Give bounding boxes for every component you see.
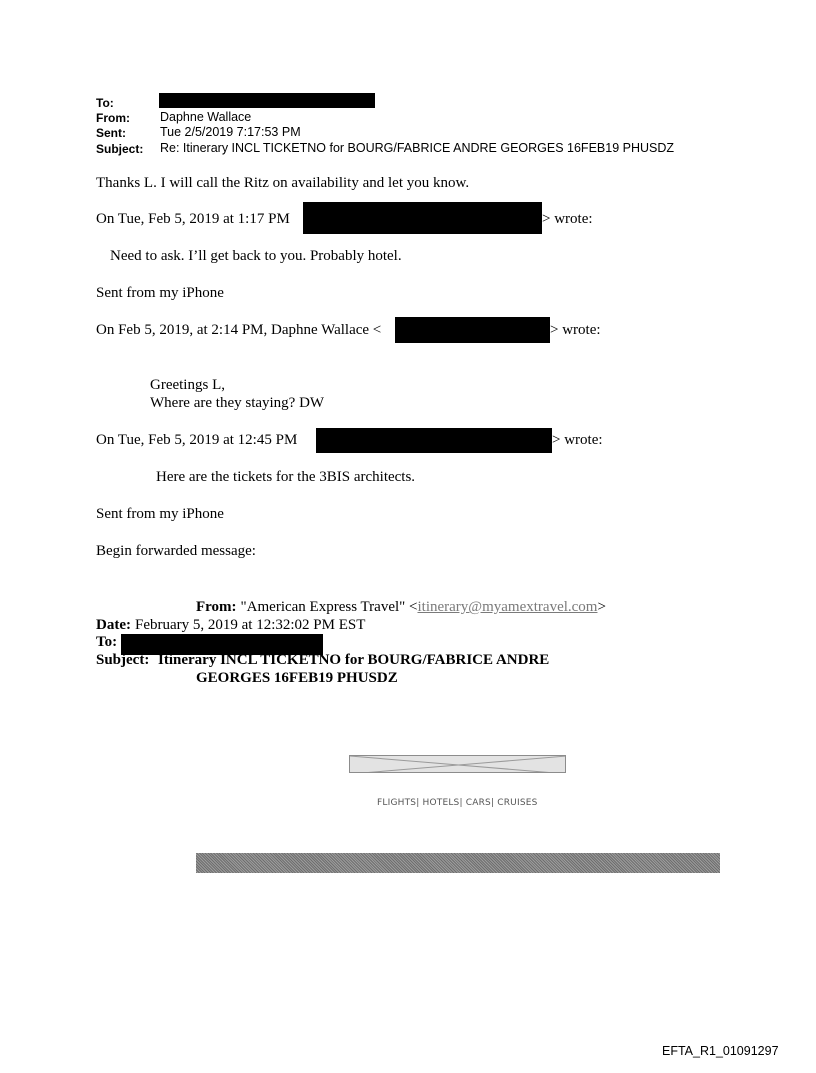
body-line-thanks: Thanks L. I will call the Ritz on availability and let you know. (96, 175, 470, 191)
forwarded-from-email-link[interactable]: itinerary@myamextravel.com (417, 599, 598, 615)
to-label: To: (96, 96, 114, 110)
banner-image (196, 853, 720, 873)
quote-header-1-prefix: On Tue, Feb 5, 2019 at 1:17 PM (96, 211, 290, 227)
forwarded-subject-label: Subject: (96, 652, 150, 668)
signature-iphone-2: Sent from my iPhone (96, 506, 224, 522)
reply-line-hotel: Need to ask. I’ll get back to you. Probably hotel. (110, 248, 402, 264)
redaction-to (159, 93, 375, 108)
quote-header-3-prefix: On Tue, Feb 5, 2019 at 12:45 PM (96, 432, 298, 448)
question-line: Where are they staying? DW (150, 395, 325, 411)
sent-value: Tue 2/5/2019 7:17:53 PM (160, 125, 301, 139)
document-id: EFTA_R1_01091297 (662, 1044, 779, 1058)
travel-nav-links[interactable]: FLIGHTS| HOTELS| CARS| CRUISES (377, 798, 538, 808)
forwarded-subject-line-2: GEORGES 16FEB19 PHUSDZ (196, 670, 398, 686)
redaction-sender-3 (316, 428, 552, 453)
forwarded-from-row (196, 598, 606, 616)
from-value: Daphne Wallace (160, 110, 252, 124)
subject-label: Subject: (96, 142, 144, 156)
subject-value: Re: Itinerary INCL TICKETNO for BOURG/FABRICE ANDRE GEORGES 16FEB19 PHUSDZ (160, 141, 675, 155)
sent-label: Sent: (96, 126, 126, 140)
quote-header-3-suffix: > wrote: (552, 432, 603, 448)
quote-header-2-suffix: > wrote: (550, 322, 601, 338)
begin-forwarded-label: Begin forwarded message: (96, 543, 256, 559)
forwarded-date-value: February 5, 2019 at 12:32:02 PM EST (134, 617, 366, 633)
broken-image-icon (349, 755, 566, 773)
quote-header-1-suffix: > wrote: (542, 211, 593, 227)
quote-header-2-prefix: On Feb 5, 2019, at 2:14 PM, Daphne Wallace < (96, 322, 382, 338)
tickets-line: Here are the tickets for the 3BIS architects. (156, 469, 416, 485)
signature-iphone-1: Sent from my iPhone (96, 285, 224, 301)
forwarded-to-label: To: (96, 634, 118, 650)
forwarded-from-close: > (597, 599, 606, 615)
redaction-email-2 (395, 317, 550, 343)
from-label: From: (96, 111, 130, 125)
redaction-sender-1 (303, 202, 542, 234)
forwarded-date-row (96, 616, 365, 634)
forwarded-date-label: Date: (96, 617, 131, 633)
forwarded-from-name: "American Express Travel" < (240, 599, 418, 615)
forwarded-subject-line-1: Itinerary INCL TICKETNO for BOURG/FABRICE ANDRE (158, 652, 550, 668)
forwarded-from-label: From: (196, 599, 237, 615)
greeting-line: Greetings L, (150, 377, 225, 393)
